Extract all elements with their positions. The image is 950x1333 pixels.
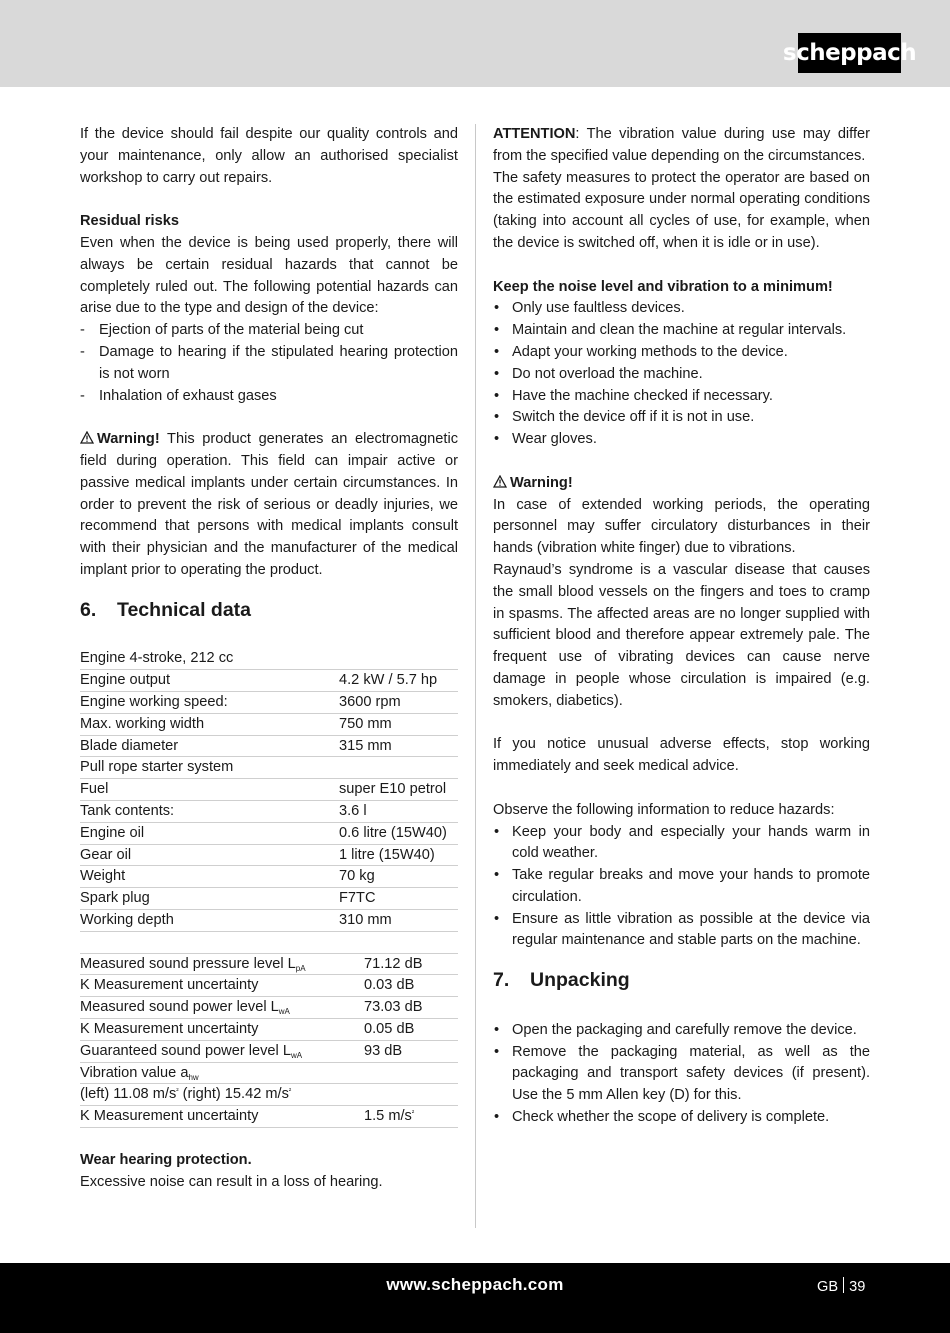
minimize-list bbox=[493, 298, 870, 451]
spec-label: Tank contents: bbox=[80, 800, 339, 822]
list-item: - Damage to hearing if the stipulated hearing protection is not worn bbox=[80, 343, 458, 382]
list-item: • Do not overload the machine. bbox=[494, 365, 703, 382]
safety-measures-paragraph: The safety measures to protect the operator are based on the estimated exposure under normal operating conditions (taking into account all cycles of use, for example, when the device is switched off, when it is idle or in use). bbox=[493, 169, 870, 251]
table-row bbox=[80, 909, 458, 931]
spec-label: Spark plug bbox=[80, 888, 339, 910]
emf-warning-paragraph bbox=[80, 429, 458, 582]
vibration-warning-text: In case of extended working periods, the operating personnel may suffer circulatory disturbances in their hands (vibration white finger) due to vibrations. bbox=[493, 496, 870, 557]
table-row bbox=[80, 888, 458, 910]
section-heading-unpacking: 7. Unpacking bbox=[493, 969, 630, 992]
table-row: (left) 11.08 $m/s^{^2}$ (right) 15.42 $m/s^{^2}$ bbox=[80, 1084, 458, 1106]
spec-value: 3600 rpm bbox=[339, 691, 458, 713]
list-item: - Ejection of parts of the material being cut bbox=[80, 322, 364, 339]
table-row bbox=[80, 757, 458, 779]
warning-text: This product generates an electromagnetic field during operation. This field can impair active or passive medical implants under certain circumstances. In order to prevent the risk of serious or deadly injuries, we recommend that persons with medical implants consult with their physician and the manufacturer of the medical implant prior to operating the product. bbox=[80, 431, 458, 578]
raynaud-paragraph: Raynaud’s syndrome is a vascular disease that causes the small blood vessels on the fingers and toes to cramp in spasms. The affected areas are no longer supplied with sufficient blood and therefore appear extremely pale. The frequent use of vibrating devices can cause nerve damage in people whose circulation is impaired (e.g. smokers, diabetics). bbox=[493, 561, 870, 709]
technical-data-table bbox=[80, 648, 458, 931]
left-column bbox=[80, 124, 458, 1193]
spec-value: 310 mm bbox=[339, 909, 458, 931]
table-row bbox=[80, 866, 458, 888]
table-row bbox=[80, 844, 458, 866]
list-item: • Switch the device off if it is not in use. bbox=[494, 409, 755, 426]
table-row: K Measurement uncertainty 0.05 dB bbox=[80, 1019, 458, 1041]
warning-label: Warning! bbox=[97, 431, 160, 448]
table-row bbox=[80, 648, 458, 669]
spec-label: Blade diameter bbox=[80, 735, 339, 757]
spec-value: 3.6 l bbox=[339, 800, 458, 822]
hearing-protection-heading: Wear hearing protection. bbox=[80, 1151, 252, 1168]
spec-value: 1 litre (15W40) bbox=[339, 844, 458, 866]
spec-value bbox=[339, 757, 458, 779]
attention-label: ATTENTION bbox=[493, 126, 576, 142]
spec-label: Working depth bbox=[80, 909, 339, 931]
spec-value: 315 mm bbox=[339, 735, 458, 757]
unpacking-list bbox=[493, 1020, 870, 1129]
list-item: • Check whether the scope of delivery is complete. bbox=[494, 1109, 830, 1126]
right-column bbox=[493, 124, 870, 1129]
spec-label: Engine working speed: bbox=[80, 691, 339, 713]
spec-label: Engine 4-stroke, 212 cc bbox=[80, 648, 339, 669]
footer-bar bbox=[0, 1263, 950, 1333]
website-link[interactable]: www.scheppach.com bbox=[386, 1275, 564, 1294]
table-row bbox=[80, 800, 458, 822]
spec-value: 70 kg bbox=[339, 866, 458, 888]
spec-value: F7TC bbox=[339, 888, 458, 910]
list-item: • Only use faultless devices. bbox=[494, 300, 685, 317]
table-row: K Measurement uncertainty 0.03 dB bbox=[80, 975, 458, 997]
spec-label: Engine output bbox=[80, 670, 339, 692]
attention-paragraph: ATTENTION: The vibration value during use may differ from the specified value depending on the circumstances. bbox=[493, 126, 870, 164]
table-row: Measured sound pressure level $L_{pA}$ 71.12 dB bbox=[80, 954, 458, 975]
warning-triangle-icon bbox=[493, 475, 507, 488]
spec-label: Max. working width bbox=[80, 713, 339, 735]
table-row bbox=[80, 691, 458, 713]
spec-label: Pull rope starter system bbox=[80, 757, 339, 779]
spec-label: Fuel bbox=[80, 779, 339, 801]
hazard-list bbox=[80, 320, 458, 407]
spec-value: 750 mm bbox=[339, 713, 458, 735]
table-row: K Measurement uncertainty 1.5 $m/s^{^2}$ bbox=[80, 1106, 458, 1128]
warning-triangle-icon bbox=[80, 431, 94, 444]
vibration-warning-heading: Warning! bbox=[493, 473, 870, 495]
spec-value bbox=[339, 648, 458, 669]
table-row bbox=[80, 670, 458, 692]
residual-risks-text: Even when the device is being used properly, there will always be certain residual hazards that cannot be completely ruled out. The following potential hazards can arise due to the type and design of the device: bbox=[80, 234, 458, 317]
section-heading-technical-data: 6. Technical data bbox=[80, 598, 252, 621]
list-item: • Remove the packaging material, as well as the packaging and transport safety devices (if present). Use the 5 mm Allen key (D) for this. bbox=[494, 1043, 870, 1104]
list-item: • Ensure as little vibration as possible at the device via regular maintenance and stable parts on the machine. bbox=[494, 910, 870, 949]
intro-paragraph: If the device should fail despite our quality controls and your maintenance, only allow an authorised specialist workshop to carry out repairs. bbox=[80, 126, 458, 186]
list-item: • Keep your body and especially your hands warm in cold weather. bbox=[494, 823, 870, 862]
minimize-heading: Keep the noise level and vibration to a minimum! bbox=[493, 278, 833, 295]
list-item: • Take regular breaks and move your hands to promote circulation. bbox=[494, 867, 870, 905]
list-item: • Have the machine checked if necessary. bbox=[494, 387, 773, 404]
spec-label: Gear oil bbox=[80, 844, 339, 866]
spec-label: Weight bbox=[80, 866, 339, 888]
table-row bbox=[80, 735, 458, 757]
list-item: • Adapt your working methods to the device. bbox=[494, 343, 788, 360]
observe-paragraph: Observe the following information to reduce hazards: bbox=[493, 801, 835, 818]
page-number: GB 39 bbox=[817, 1279, 866, 1295]
hearing-protection-text: Excessive noise can result in a loss of hearing. bbox=[80, 1173, 383, 1190]
spec-value: super E10 petrol bbox=[339, 779, 458, 801]
spec-value: 0.6 litre (15W40) bbox=[339, 822, 458, 844]
list-item: • Maintain and clean the machine at regular intervals. bbox=[494, 322, 847, 339]
list-item: • Wear gloves. bbox=[494, 431, 597, 448]
residual-risks-heading: Residual risks bbox=[80, 213, 179, 230]
table-row: Guaranteed sound power level $L_{wA}$ 93 dB bbox=[80, 1040, 458, 1062]
logo-text: scheppach bbox=[782, 40, 917, 66]
spec-label: Engine oil bbox=[80, 822, 339, 844]
noise-data-table bbox=[80, 954, 458, 1128]
brand-logo bbox=[782, 33, 917, 73]
list-item: • Open the packaging and carefully remove the device. bbox=[494, 1021, 857, 1038]
table-row: Vibration value $a_{hw}$ bbox=[80, 1062, 458, 1084]
hazard-reduction-list bbox=[493, 822, 870, 953]
list-item: - Inhalation of exhaust gases bbox=[80, 387, 277, 404]
table-row bbox=[80, 822, 458, 844]
table-row bbox=[80, 713, 458, 735]
adverse-effects-paragraph: If you notice unusual adverse effects, stop working immediately and seek medical advice. bbox=[493, 736, 870, 775]
spec-value: 4.2 kW / 5.7 hp bbox=[339, 670, 458, 692]
table-row: Measured sound power level $L_{wA}$ 73.03 dB bbox=[80, 997, 458, 1019]
table-row bbox=[80, 779, 458, 801]
column-divider bbox=[475, 124, 476, 1228]
